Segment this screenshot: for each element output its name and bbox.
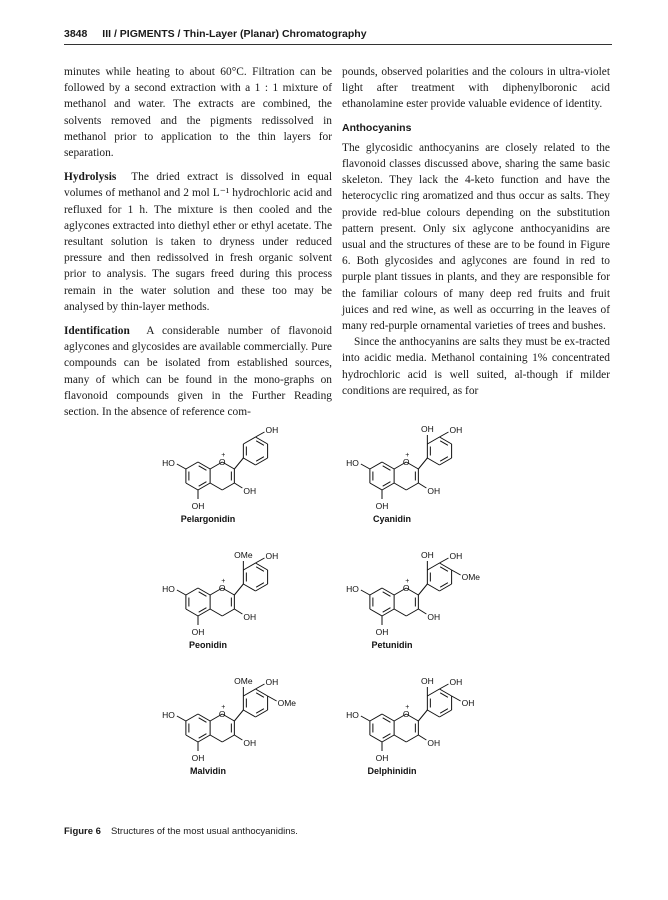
ho-label: HO (162, 710, 175, 720)
compound-name: Delphinidin (367, 766, 417, 776)
cation-charge: + (405, 452, 410, 459)
substituent-3-label: OH (420, 424, 434, 434)
oh-label: OH (265, 425, 279, 435)
hydrolysis-text: The dried extract is dissolved in equal volumes of methanol and 2 mol L⁻¹ hydrochloric acid and refluxed for 1 h. The mixture is then cooled and the aglycones extracted into diethyl ether or ethyl acetate. The resultant solution is taken to dryness under reduced pressure and then redissolved in fresh organic solvent prior to analysis. The sugars freed during this process remain in the water solution and these too may be analysed by thin-layer methods. (64, 171, 332, 313)
cation-charge: + (221, 578, 226, 585)
compound-name: Cyanidin (372, 514, 412, 524)
cation-charge: + (221, 452, 226, 459)
compound-name: Malvidin (189, 766, 227, 776)
substituent-5-label: OH (461, 698, 475, 708)
compound-name: Petunidin (371, 640, 413, 650)
oh-label: OH (265, 551, 279, 561)
structure-cyanidin (346, 424, 462, 524)
ring-oxygen-label: O (402, 709, 410, 719)
oh-label: OH (191, 501, 205, 511)
section-title-anthocyanins: Anthocyanins (342, 121, 412, 134)
oh-label: OH (265, 677, 279, 687)
oh-label: OH (191, 753, 205, 763)
oh-label: OH (449, 425, 463, 435)
oh-label: OH (375, 753, 389, 763)
right-column (342, 64, 610, 399)
paragraph-hydrolysis (64, 169, 332, 315)
ring-oxygen-label: O (402, 583, 410, 593)
oh-label: OH (427, 612, 441, 622)
oh-label: OH (427, 738, 441, 748)
oh-label: OH (191, 627, 205, 637)
structure-pelargonidin (162, 425, 278, 524)
running-header (64, 28, 612, 45)
ho-label: HO (162, 458, 175, 468)
structure-delphinidin (346, 676, 474, 776)
figure-6 (150, 424, 520, 820)
substituent-3-label: OH (420, 676, 434, 686)
cation-charge: + (405, 578, 410, 585)
substituent-3-label: OMe (234, 550, 253, 560)
identification-text: A considerable number of flavonoid aglycones and glycosides are available commercially. Pure compounds can be isolated from established sources, many of which can be found in the mono-graphs on flavonoid compounds given in the Further Reading section. In the absence of reference com- (64, 325, 332, 419)
paragraph-extraction: minutes while heating to about 60°C. Filtration can be followed by a second extraction with a 1 : 1 mixture of methanol and water. The extracts are combined, the solvents removed and the pigments redissolved in methanol prior to application to the thin layers for separation. (64, 66, 332, 160)
figure-label: Figure 6 (64, 826, 101, 837)
figure-caption (64, 826, 298, 837)
page-number: 3848 (64, 28, 88, 40)
oh-label: OH (243, 738, 257, 748)
oh-label: OH (449, 551, 463, 561)
oh-label: OH (375, 501, 389, 511)
ho-label: HO (346, 710, 359, 720)
ring-oxygen-label: O (218, 709, 226, 719)
cation-charge: + (405, 704, 410, 711)
ring-oxygen-label: O (402, 457, 410, 467)
identification-heading: Identification (64, 325, 130, 338)
structure-petunidin (346, 550, 480, 650)
oh-label: OH (375, 627, 389, 637)
oh-label: OH (243, 612, 257, 622)
oh-label: OH (449, 677, 463, 687)
compound-name: Peonidin (189, 640, 227, 650)
oh-label: OH (243, 486, 257, 496)
structure-malvidin (162, 676, 296, 776)
structure-peonidin (162, 550, 278, 650)
ho-label: HO (346, 458, 359, 468)
paragraph-anthocyanins: The glycosidic anthocyanins are closely related to the flavonoid classes discussed above, sharing the same basic skeleton. They lack the 4-keto function and have the heterocyclic ring aromatized and thus occur as salts. They provide red-blue colours depending on the substitution pattern present. Only six aglycone anthocyanidins are usual and the structures of these are to be found in Figure 6. Both glycosides and aglycones are found in red to purple plant tissues in plants, and they are responsible for the familiar colours of many deep red fruits and fruit juices and red wine, as well as occurring in the leaves of many red-purple ornamental varieties of trees and bushes. (342, 141, 610, 333)
paragraph-identity: pounds, observed polarities and the colours in ultra-violet light after treatment with diphenylboronic acid ethanolamine ester provide valuable evidence of identity. (342, 66, 610, 111)
paragraph-identification (64, 323, 332, 420)
substituent-3-label: OH (420, 550, 434, 560)
ho-label: HO (162, 584, 175, 594)
running-title: III / PIGMENTS / Thin-Layer (Planar) Chromatography (102, 28, 367, 40)
oh-label: OH (427, 486, 441, 496)
ring-oxygen-label: O (218, 583, 226, 593)
substituent-5-label: OMe (277, 698, 297, 708)
anthocyanidin-structures (150, 424, 520, 820)
paragraph-extraction-acid: Since the anthocyanins are salts they must be ex-tracted into acidic media. Methanol containing 1% concentrated hydrochloric acid is well suited, al-though if milder conditions are required, as for (342, 336, 610, 397)
hydrolysis-heading: Hydrolysis (64, 171, 117, 184)
substituent-3-label: OMe (234, 676, 253, 686)
figure-caption-text: Structures of the most usual anthocyanidins. (110, 826, 298, 837)
ring-oxygen-label: O (218, 457, 226, 467)
cation-charge: + (221, 704, 226, 711)
left-column (64, 64, 332, 420)
substituent-5-label: OMe (461, 572, 481, 582)
ho-label: HO (346, 584, 359, 594)
compound-name: Pelargonidin (180, 514, 236, 524)
